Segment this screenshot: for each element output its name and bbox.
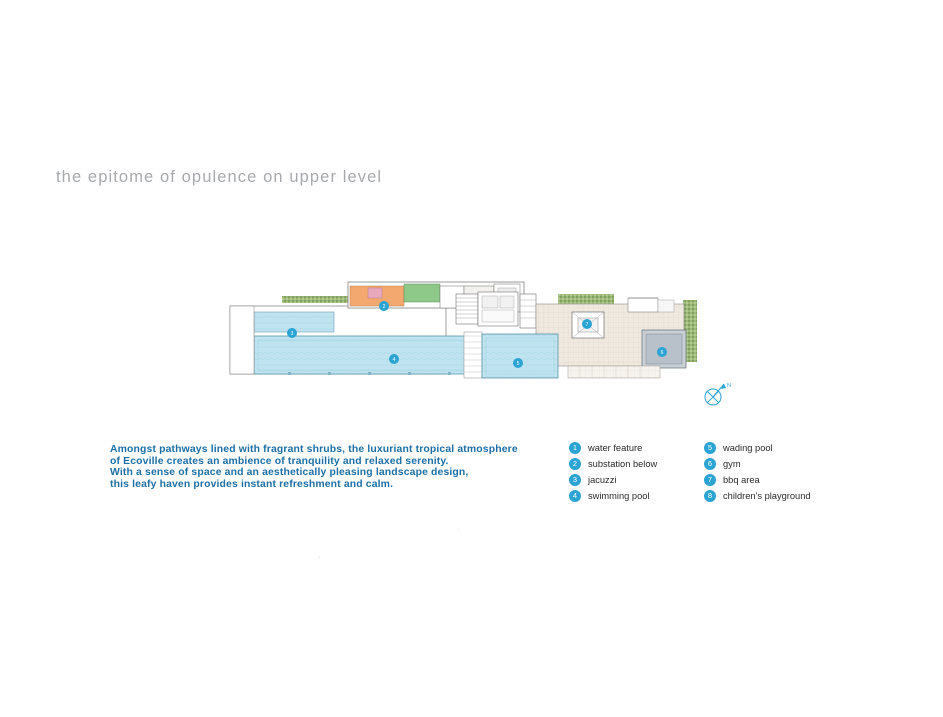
legend-label: water feature — [588, 443, 643, 454]
legend-label: gym — [723, 459, 741, 470]
legend-label: jacuzzi — [588, 475, 617, 486]
compass-north-icon — [700, 380, 736, 410]
svg-text:4: 4 — [392, 357, 396, 363]
legend-label: children's playground — [723, 491, 811, 502]
legend-label: swimming pool — [588, 491, 650, 502]
legend-number-badge: 5 — [704, 442, 716, 454]
legend-item — [569, 489, 657, 504]
legend-column-left — [569, 441, 657, 505]
compass-label: N — [727, 383, 731, 389]
legend-number-badge: 2 — [569, 458, 581, 470]
description-line-3: With a sense of space and an aesthetically pleasing landscape design, — [110, 467, 469, 479]
page-title: the epitome of opulence on upper level — [56, 168, 383, 186]
legend-label: substation below — [588, 459, 658, 470]
scan-speck: . — [458, 523, 461, 532]
legend-number-badge: 6 — [704, 458, 716, 470]
legend-item — [704, 457, 811, 472]
legend-column-right — [704, 441, 811, 505]
svg-text:7: 7 — [585, 322, 589, 328]
legend-item — [569, 441, 657, 456]
legend-item — [569, 473, 657, 488]
legend-number-badge: 1 — [569, 442, 581, 454]
legend-item — [704, 489, 811, 504]
svg-text:6: 6 — [660, 350, 664, 356]
site-plan-drawing — [228, 272, 728, 397]
description-line-4: this leafy haven provides instant refreshment and calm. — [110, 478, 394, 490]
svg-text:5: 5 — [516, 361, 520, 367]
legend-item — [704, 441, 811, 456]
scan-speck: ` — [318, 556, 321, 565]
description-line-2: of Ecoville creates an ambience of tranquility and relaxed serenity. — [110, 455, 449, 467]
svg-text:3: 3 — [290, 331, 294, 337]
legend-item — [704, 473, 811, 488]
legend-number-badge: 8 — [704, 490, 716, 502]
svg-text:2: 2 — [382, 304, 386, 310]
legend-number-badge: 4 — [569, 490, 581, 502]
legend-item — [569, 457, 657, 472]
description-line-1: Amongst pathways lined with fragrant shrubs, the luxuriant tropical atmosphere — [110, 444, 518, 455]
legend-number-badge: 3 — [569, 474, 581, 486]
description-paragraph — [110, 444, 540, 490]
legend-label: bbq area — [723, 475, 760, 486]
legend-label: wading pool — [723, 443, 773, 454]
legend-number-badge: 7 — [704, 474, 716, 486]
